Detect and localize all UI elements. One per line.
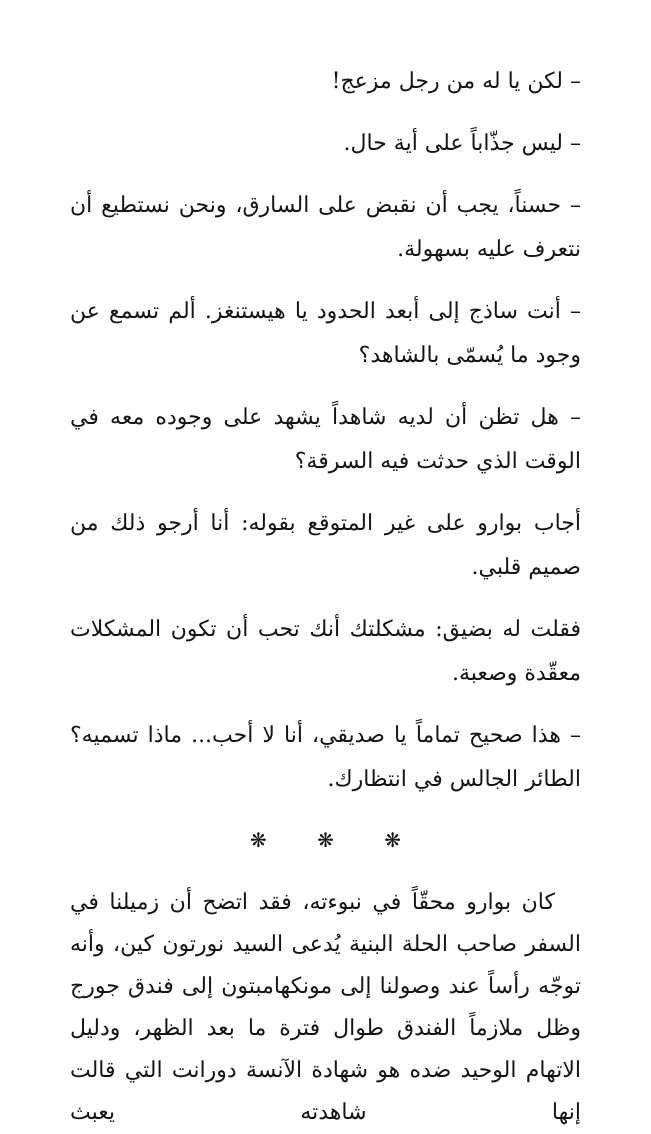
dialogue-line-5: – هل تظن أن لديه شاهداً يشهد على وجوده معه في الوقت الذي حدثت فيه السرقة؟ (70, 405, 581, 474)
dialogue-line-1: – لكن يا له من رجل مزعج! (331, 69, 581, 94)
dialogue-line-6: أجاب بوارو على غير المتوقع بقوله: أنا أرجو ذلك من صميم قلبي. (70, 511, 581, 580)
dialogue-line-4: – أنت ساذج إلى أبعد الحدود يا هيستنغز. ألم تسمع عن وجود ما يُسمّى بالشاهد؟ (70, 299, 581, 368)
narrative-paragraph: كان بوارو محقّاً في نبوءته، فقد اتضح أن زميلنا في السفر صاحب الحلة البنية يُدعى السيد نورتون كين، وأنه توجّه رأساً عند وصولنا إلى مونكهامبتون إلى فندق جورج وظل ملازماً الفندق طوال فترة ما بعد الظهر، ودليل الاتهام الوحيد ضده هو شهادة الآنسة دورانت التي قالت إنها شاهدته يعبث (70, 890, 581, 1125)
dialogue-line-7: فقلت له بضيق: مشكلتك أنك تحب أن تكون المشكلات معقّدة وصعبة. (70, 617, 581, 686)
dialogue-line-3: – حسناً، يجب أن نقبض على السارق، ونحن نستطيع أن نتعرف عليه بسهولة. (70, 193, 581, 262)
section-separator: ❋ ❋ ❋ (250, 828, 423, 852)
dialogue-line-8: – هذا صحيح تماماً يا صديقي، أنا لا أحب... ماذا تسميه؟ الطائر الجالس في انتظارك. (70, 723, 581, 792)
dialogue-line-2: – ليس جذّاباً على أية حال. (343, 131, 581, 156)
